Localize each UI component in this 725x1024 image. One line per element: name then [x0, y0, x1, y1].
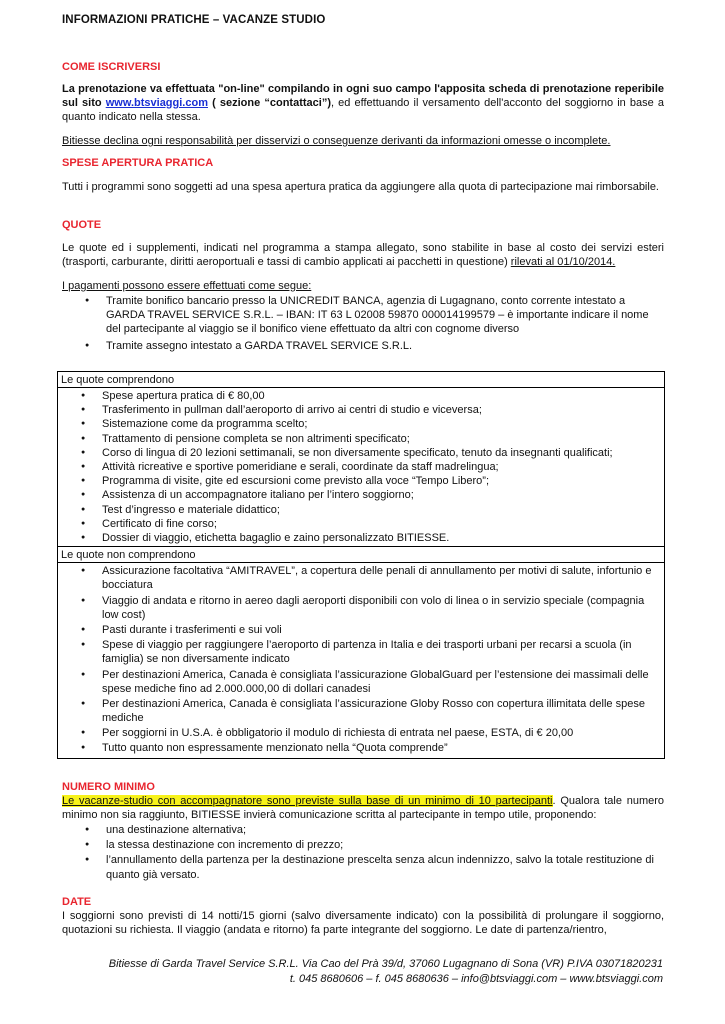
- list-item: ● Per destinazioni America, Canada è consigliata l’assicurazione Globy Rosso con copertura illimitata delle spese mediche: [58, 697, 658, 725]
- list-item: ● Dossier di viaggio, etichetta bagaglio e zaino personalizzato BITIESSE.: [58, 531, 660, 545]
- options-list: [62, 823, 664, 882]
- payment-intro: I pagamenti possono essere effettuati come segue:: [62, 280, 312, 292]
- section-come-iscriversi: [62, 61, 664, 148]
- footer-contacts: t. 045 8680606 – f. 045 8680636 – info@btsviaggi.com – www.btsviaggi.com: [289, 973, 663, 985]
- excluded-list: [58, 564, 664, 755]
- payment-list: [62, 294, 664, 353]
- footer-address: Bitiesse di Garda Travel Service S.R.L. Via Cao del Prà 39/d, 37060 Lugagnano di Sona (VR) P.IVA 03071820231: [108, 958, 663, 970]
- list-item: ● la stessa destinazione con incremento di prezzo;: [62, 838, 664, 852]
- text: Le quote ed i supplementi, indicati nel programma a stampa allegato, sono stabilite in base al costo dei servizi esteri (trasporti, carburante, diritti aeroportuali e tassi di cambio applicati ai pacchetti in questione): [62, 242, 664, 268]
- list-item: ● Tutto quanto non espressamente menzionato nella “Quota comprende”: [58, 741, 658, 755]
- list-item: ● Corso di lingua di 20 lezioni settimanali, se non diversamente specificato, tenuto da insegnanti qualificati;: [58, 446, 660, 460]
- text: . Qualora tale numero minimo non sia raggiunto, BITIESSE invierà comunicazione scritta al partecipante in tempo utile, proponendo:: [62, 795, 665, 821]
- list-item: ● Tramite bonifico bancario presso la UNICREDIT BANCA, agenzia di Lugagnano, conto corrente intestato a GARDA TRAVEL SERVICE S.R.L. – IBAN: IT 63 L 02008 59870 000014199579 – è importante indicare il nome del partecipante al viaggio se il bonifico viene effettuato da altri con cognome diverso: [62, 294, 664, 337]
- list-item: ● Trattamento di pensione completa se non altrimenti specificato;: [58, 432, 660, 446]
- highlighted-text: Le vacanze-studio con accompagnatore sono previste sulla base di un minimo di 10 partecipanti: [62, 795, 553, 807]
- list-item: ● Certificato di fine corso;: [58, 517, 660, 531]
- list-item: ● Programma di visite, gite ed escursioni come previsto alla voce “Tempo Libero”;: [58, 474, 660, 488]
- list-item: ● Assistenza di un accompagnatore italiano per l’intero soggiorno;: [58, 488, 660, 502]
- page-footer: [109, 957, 663, 987]
- list-item: ● Assicurazione facoltativa “AMITRAVEL”, a copertura delle penali di annullamento per motivi di salute, infortunio e bocciatura: [58, 564, 658, 592]
- section-numero-minimo: [62, 781, 664, 882]
- paragraph-date: I soggiorni sono previsti di 14 notti/15 giorni (salvo diversamente indicato) con la possibilità di prolungare il soggiorno, quotazioni su richiesta. Il viaggio (andata e ritorno) fa parte integrante del soggiorno. Le date di partenza/rientro,: [62, 910, 664, 936]
- list-item: ● Attività ricreative e sportive pomeridiane e serali, coordinate da staff madrelingua;: [58, 460, 660, 474]
- section-spese: [62, 157, 664, 194]
- list-item: ● Pasti durante i trasferimenti e sui voli: [58, 623, 658, 637]
- section-title: DATE: [62, 896, 92, 908]
- text: ( sezione “contattaci”): [207, 97, 331, 109]
- table-header: Le quote comprendono: [58, 372, 665, 388]
- table-header: Le quote non comprendono: [58, 547, 665, 563]
- text: rilevati al 01/10/2014.: [510, 256, 616, 268]
- list-item: ● Per destinazioni America, Canada è consigliata l’assicurazione GlobalGuard per l’estensione dei massimali delle spese mediche fino ad 2.000.000,00 di dollari canadesi: [58, 668, 658, 696]
- website-link[interactable]: www.btsviaggi.com: [105, 97, 208, 109]
- list-item: ● una destinazione alternativa;: [62, 823, 664, 837]
- page-header: INFORMAZIONI PRATICHE – VACANZE STUDIO: [62, 14, 326, 26]
- section-title: SPESE APERTURA PRATICA: [62, 157, 214, 169]
- list-item: ● Tramite assegno intestato a GARDA TRAVEL SERVICE S.R.L.: [62, 339, 664, 353]
- text: La prenotazione va effettuata "on-line" compilando in ogni suo campo l'apposita scheda di prenotazione reperibile sul sito: [62, 83, 664, 109]
- paragraph-numero: [62, 794, 664, 822]
- list-item: ● l’annullamento della partenza per la destinazione prescelta senza alcun indennizzo, salvo la totale restituzione di quanto già versato.: [62, 853, 664, 881]
- list-item: ● Sistemazione come da programma scelto;: [58, 417, 660, 431]
- list-item: ● Test d’ingresso e materiale didattico;: [58, 503, 660, 517]
- section-quote: [62, 219, 664, 353]
- included-list: [58, 389, 664, 545]
- section-title: QUOTE: [62, 219, 102, 231]
- section-title: NUMERO MINIMO: [62, 781, 155, 793]
- list-item: ● Spese apertura pratica di € 80,00: [58, 389, 660, 403]
- list-item: ● Viaggio di andata e ritorno in aereo dagli aeroporti disponibili con volo di linea o in servizio speciale (compagnia low cost): [58, 594, 658, 622]
- disclaimer: Bitiesse declina ogni responsabilità per disservizi o conseguenze derivanti da informazioni omesse o incomplete.: [62, 135, 611, 147]
- section-date: [62, 896, 664, 937]
- paragraph-quote: [62, 241, 664, 269]
- section-title: COME ISCRIVERSI: [62, 61, 161, 73]
- paragraph-prenotazione: [62, 82, 664, 124]
- list-item: ● Spese di viaggio per raggiungere l’aeroporto di partenza in Italia e dei trasporti urbani per recarsi a scuola (in famiglia) se non diversamente indicato: [58, 638, 658, 666]
- paragraph-spese: Tutti i programmi sono soggetti ad una spesa apertura pratica da aggiungere alla quota di partecipazione mai rimborsabile.: [62, 181, 659, 193]
- list-item: ● Trasferimento in pullman dall’aeroporto di arrivo ai centri di studio e viceversa;: [58, 403, 660, 417]
- text: , ed effettuando il versamento dell'acconto del soggiorno in base a quanto indicato nella stessa.: [62, 97, 664, 123]
- quote-table: [57, 371, 665, 759]
- list-item: ● Per soggiorni in U.S.A. è obbligatorio il modulo di richiesta di entrata nel paese, ESTA, di € 20,00: [58, 726, 658, 740]
